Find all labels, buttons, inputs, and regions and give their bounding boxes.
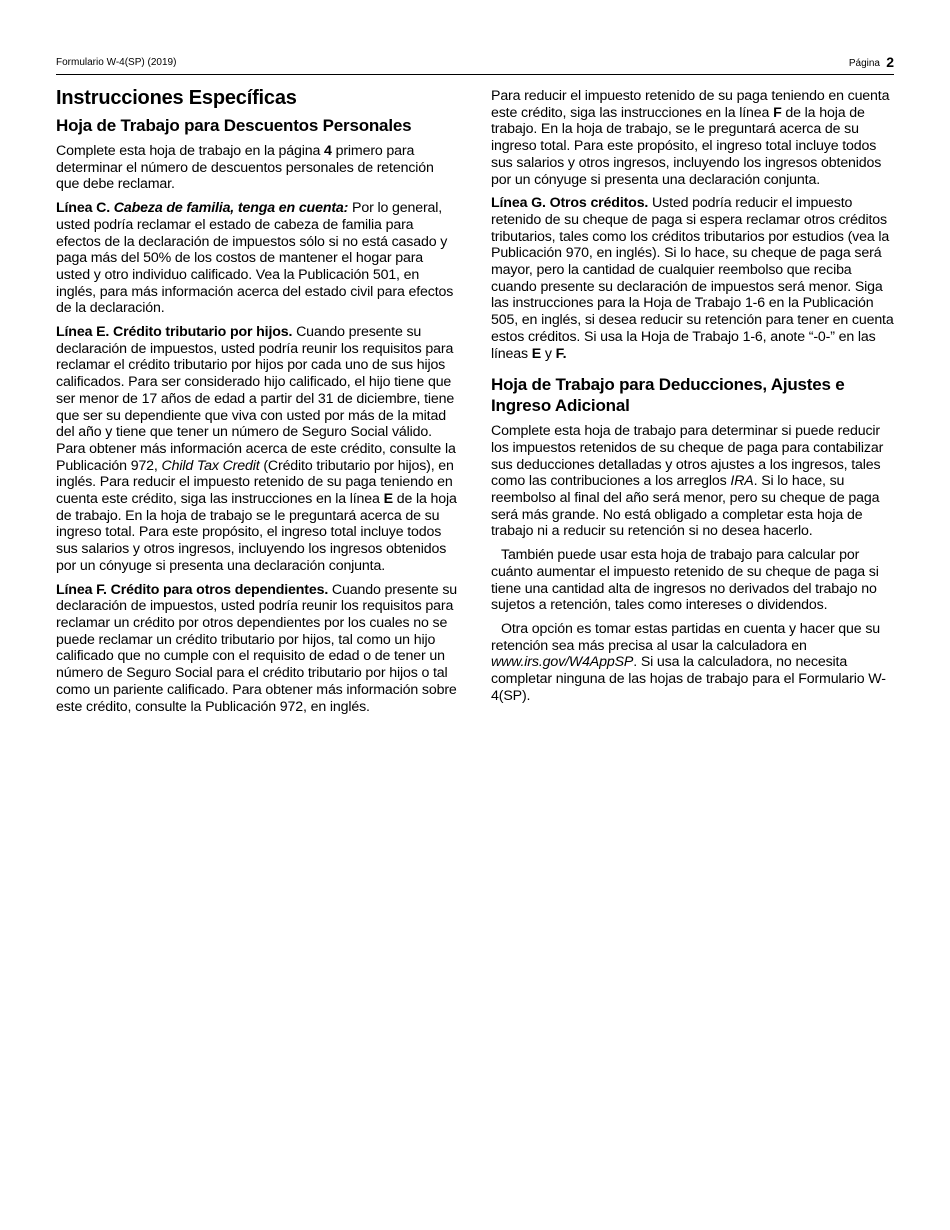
left-column <box>56 87 459 722</box>
linea-g-paragraph: Línea G. Otros créditos. Usted podría reducir el impuesto retenido de su cheque de paga si espera reclamar otros créditos tributarios, tales como los créditos tributarios por estudios (vea la Publicación 970, en inglés). Si lo hace, su cheque de paga será mayor, pero la cantidad de cualquier reembolso que reciba cuando presente su declaración de impuestos será menor. Siga las instrucciones para la Hoja de Trabajo 1-6 en la Publicación 505, en inglés, si desea reducir su retención para tener en cuenta estos créditos. Si usa la Hoja de Trabajo 1-6, anote “-0-” en las líneas E y F. <box>491 195 894 362</box>
linea-g-label: Línea G. Otros créditos. <box>491 195 649 212</box>
linea-f-label: Línea F. Crédito para otros dependientes. <box>56 581 329 598</box>
page-title: Instrucciones Específicas <box>56 87 297 109</box>
form-identifier: Formulario W-4(SP) (2019) <box>56 57 177 68</box>
deducciones-paragraph-2: También puede usar esta hoja de trabajo para calcular por cuánto aumentar el impuesto retenido de su cheque de paga si tiene una cantidad alta de ingresos no derivados del trabajo no sujetos a retención, tales como intereses o dividendos. <box>491 547 879 614</box>
child-tax-credit-title: Child Tax Credit <box>161 457 260 474</box>
deducciones-paragraph-3: Otra opción es tomar estas partidas en cuenta y hacer que su retención sea más precisa al usar la calculadora en www.irs.gov/W4AppSP. Si usa la calculadora, no necesita completar ninguna de las hojas de trabajo para el Formulario W-4(SP). <box>491 620 886 704</box>
right-column <box>491 88 894 712</box>
linea-f-continuation: Para reducir el impuesto retenido de su paga teniendo en cuenta este crédito, siga las instrucciones en la línea F de la hoja de trabajo. En la hoja de trabajo, se le preguntará acerca de su ingreso total. Para este propósito, el ingreso total incluye todos sus salarios y otros ingresos, incluyendo los ingresos obtenidos por un cónyuge si presenta una declaración conjunta. <box>491 88 890 188</box>
linea-e-label: Línea E. Crédito tributario por hijos. <box>56 324 293 341</box>
linea-e-paragraph: Línea E. Crédito tributario por hijos. Cuando presente su declaración de impuestos, usted podría reunir los requisitos para reclamar el crédito tributario por hijos por cada uno de sus hijos calificados. Para ser considerado hijo calificado, el hijo tiene que ser menor de 17 años de edad a partir del 31 de diciembre, tiene que ser su dependiente que viva con usted por más de la mitad del año y tiene que tener un número de Seguro Social válido. Para obtener más información acerca de este crédito, consulte la Publicación 972, Child Tax Credit (Crédito tributario por hijos), en inglés. Para reducir el impuesto retenido de su paga teniendo en cuenta este crédito, siga las instrucciones en la línea E de la hoja de trabajo. En la hoja de trabajo se le preguntará acerca de su ingreso total. Para este propósito, el ingreso total incluye todos sus salarios y otros ingresos, incluyendo los ingresos obtenidos por un cónyuge si presenta una declaración conjunta. <box>56 324 457 574</box>
page-header <box>56 54 894 75</box>
page-number: 2 <box>886 54 894 70</box>
calculator-url: www.irs.gov/W4AppSP <box>491 654 634 671</box>
linea-c-label: Línea C. <box>56 200 110 217</box>
section-heading-deducciones: Hoja de Trabajo para Deducciones, Ajustes e Ingreso Adicional <box>491 375 845 416</box>
linea-c-paragraph: Línea C. Cabeza de familia, tenga en cuenta: Por lo general, usted podría reclamar el estado de cabeza de familia para efectos de la declaración de impuestos sólo si no está casado y paga más del 50% de los costos de mantener el hogar para usted y otro individuo calificado. Vea la Publicación 501, en inglés, para más información acerca del estado civil para efectos de la declaración. <box>56 200 454 317</box>
section-intro-paragraph: Complete esta hoja de trabajo en la página 4 primero para determinar el número de descuentos personales de retención que debe reclamar. <box>56 143 434 193</box>
deducciones-paragraph-1: Complete esta hoja de trabajo para determinar si puede reducir los impuestos retenidos de su cheque de paga para contabilizar sus deducciones detalladas y otros ajustes a los ingresos, tales como las contribuciones a los arreglos IRA. Si lo hace, su reembolso al final del año será menor, pero su cheque de paga será más grande. No está obligado a completar esta hoja de trabajo ni a reducir su retención si no desea hacerlo. <box>491 423 884 540</box>
linea-c-emphasis: Cabeza de familia, tenga en cuenta: <box>113 200 349 217</box>
page-label: Página <box>848 58 880 69</box>
linea-f-paragraph: Línea F. Crédito para otros dependientes. Cuando presente su declaración de impuestos, usted podría reunir los requisitos para reclamar un crédito por otros dependientes por los cuales no se puede reclamar un crédito tributario por hijos, tal como un hijo calificado que no cumple con el requisito de edad o de tener un número de Seguro Social para el crédito tributario por hijos o tal como un pariente calificado. Para obtener más información sobre este crédito, consulte la Publicación 972, en inglés. <box>56 581 458 715</box>
section-heading-descuentos: Hoja de Trabajo para Descuentos Personales <box>56 116 412 135</box>
